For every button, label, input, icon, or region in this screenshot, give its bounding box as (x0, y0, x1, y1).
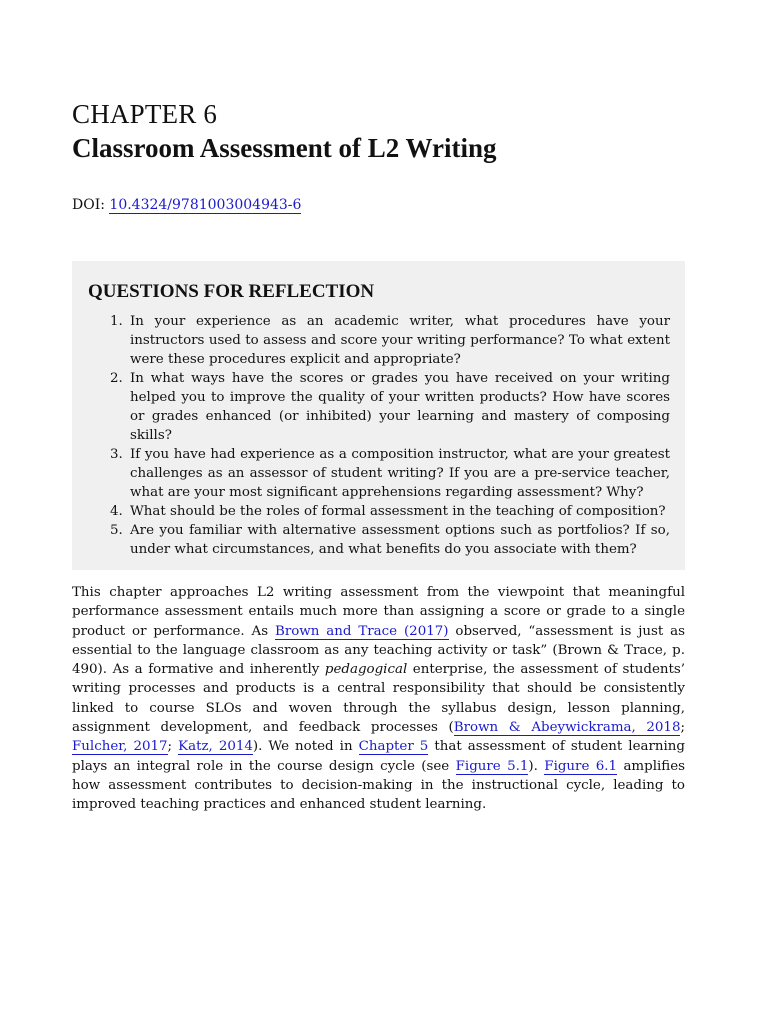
question-text: If you have had experience as a composition instructor, what are your greatest challenges as an assessor of student writing? If you are a pre-service teacher, what are your most significant apprehensions regarding assessment? Why? (130, 447, 670, 500)
reflection-question (110, 312, 670, 369)
question-number: 5. (110, 523, 123, 538)
citation-link-brown-trace[interactable]: Brown and Trace (2017) (274, 623, 449, 639)
reflection-question (110, 369, 670, 445)
chapter-5-link[interactable]: Chapter 5 (358, 739, 429, 755)
reflection-heading: QUESTIONS FOR REFLECTION (88, 281, 375, 302)
doi-line (72, 197, 301, 213)
citation-link-fulcher[interactable]: Fulcher, 2017 (72, 739, 168, 755)
doi-link[interactable]: 10.4324/9781003004943-6 (109, 197, 302, 213)
reflection-question-list (110, 312, 670, 559)
question-number: 3. (110, 447, 123, 462)
chapter-title: Classroom Assessment of L2 Writing (72, 133, 497, 163)
body-text-segment: enterprise, the assessment of students’ writing processes and products is a central responsibility that should be consistently linked to course SLOs and woven through the syllabus design, lesson planning, assignment development, and feedback processes ( (72, 662, 686, 736)
body-text-segment: This chapter approaches L2 writing assessment from the viewpoint that meaningful performance assessment entails much more than assigning a score or grade to a single product or performance. As (72, 585, 685, 639)
chapter-label: CHAPTER 6 (72, 99, 218, 129)
citation-separator: ; (680, 720, 685, 736)
reflection-question (110, 502, 670, 521)
question-text: In your experience as an academic writer, what procedures have your instructors used to assess and score your writing performance? To what extent were these procedures explicit and appropriate? (130, 314, 670, 367)
question-number: 2. (110, 371, 123, 386)
body-text-segment: observed, “assessment is just as essential to the language classroom as any teaching activity or task” (Brown & Trace, p. 490). As a formative and inherently (72, 623, 686, 678)
body-text-segment: that assessment of student learning plays an integral role in the course design cycle (see (72, 739, 685, 774)
body-text-segment: ). We noted in (252, 739, 359, 755)
citation-link-brown-abeywickrama[interactable]: Brown & Abeywickrama, 2018 (453, 720, 681, 736)
figure-5-1-link[interactable]: Figure 5.1 (455, 758, 529, 774)
question-text: Are you familiar with alternative assessment options such as portfolios? If so, under what circumstances, and what benefits do you associate with them? (130, 523, 670, 557)
question-text: What should be the roles of formal assessment in the teaching of composition? (130, 504, 666, 519)
figure-6-1-link[interactable]: Figure 6.1 (544, 758, 618, 774)
reflection-question (110, 521, 670, 559)
citation-separator: ; (167, 739, 179, 755)
question-text: In what ways have the scores or grades you have received on your writing helped you to improve the quality of your written products? How have scores or grades enhanced (or inhibited) your learning and mastery of composing skills? (130, 371, 670, 443)
body-paragraph (72, 583, 685, 815)
reflection-question (110, 445, 670, 502)
citation-link-katz[interactable]: Katz, 2014 (178, 739, 253, 755)
doi-prefix: DOI: (72, 197, 105, 213)
italic-term: pedagogical (324, 662, 408, 678)
body-text-segment: amplifies how assessment contributes to decision-making in the instructional cycle, leading to improved teaching practices and enhanced student learning. (72, 758, 685, 813)
question-number: 4. (110, 504, 123, 519)
reflection-box (72, 261, 685, 570)
body-text-segment: ). (528, 758, 545, 774)
question-number: 1. (110, 314, 123, 329)
